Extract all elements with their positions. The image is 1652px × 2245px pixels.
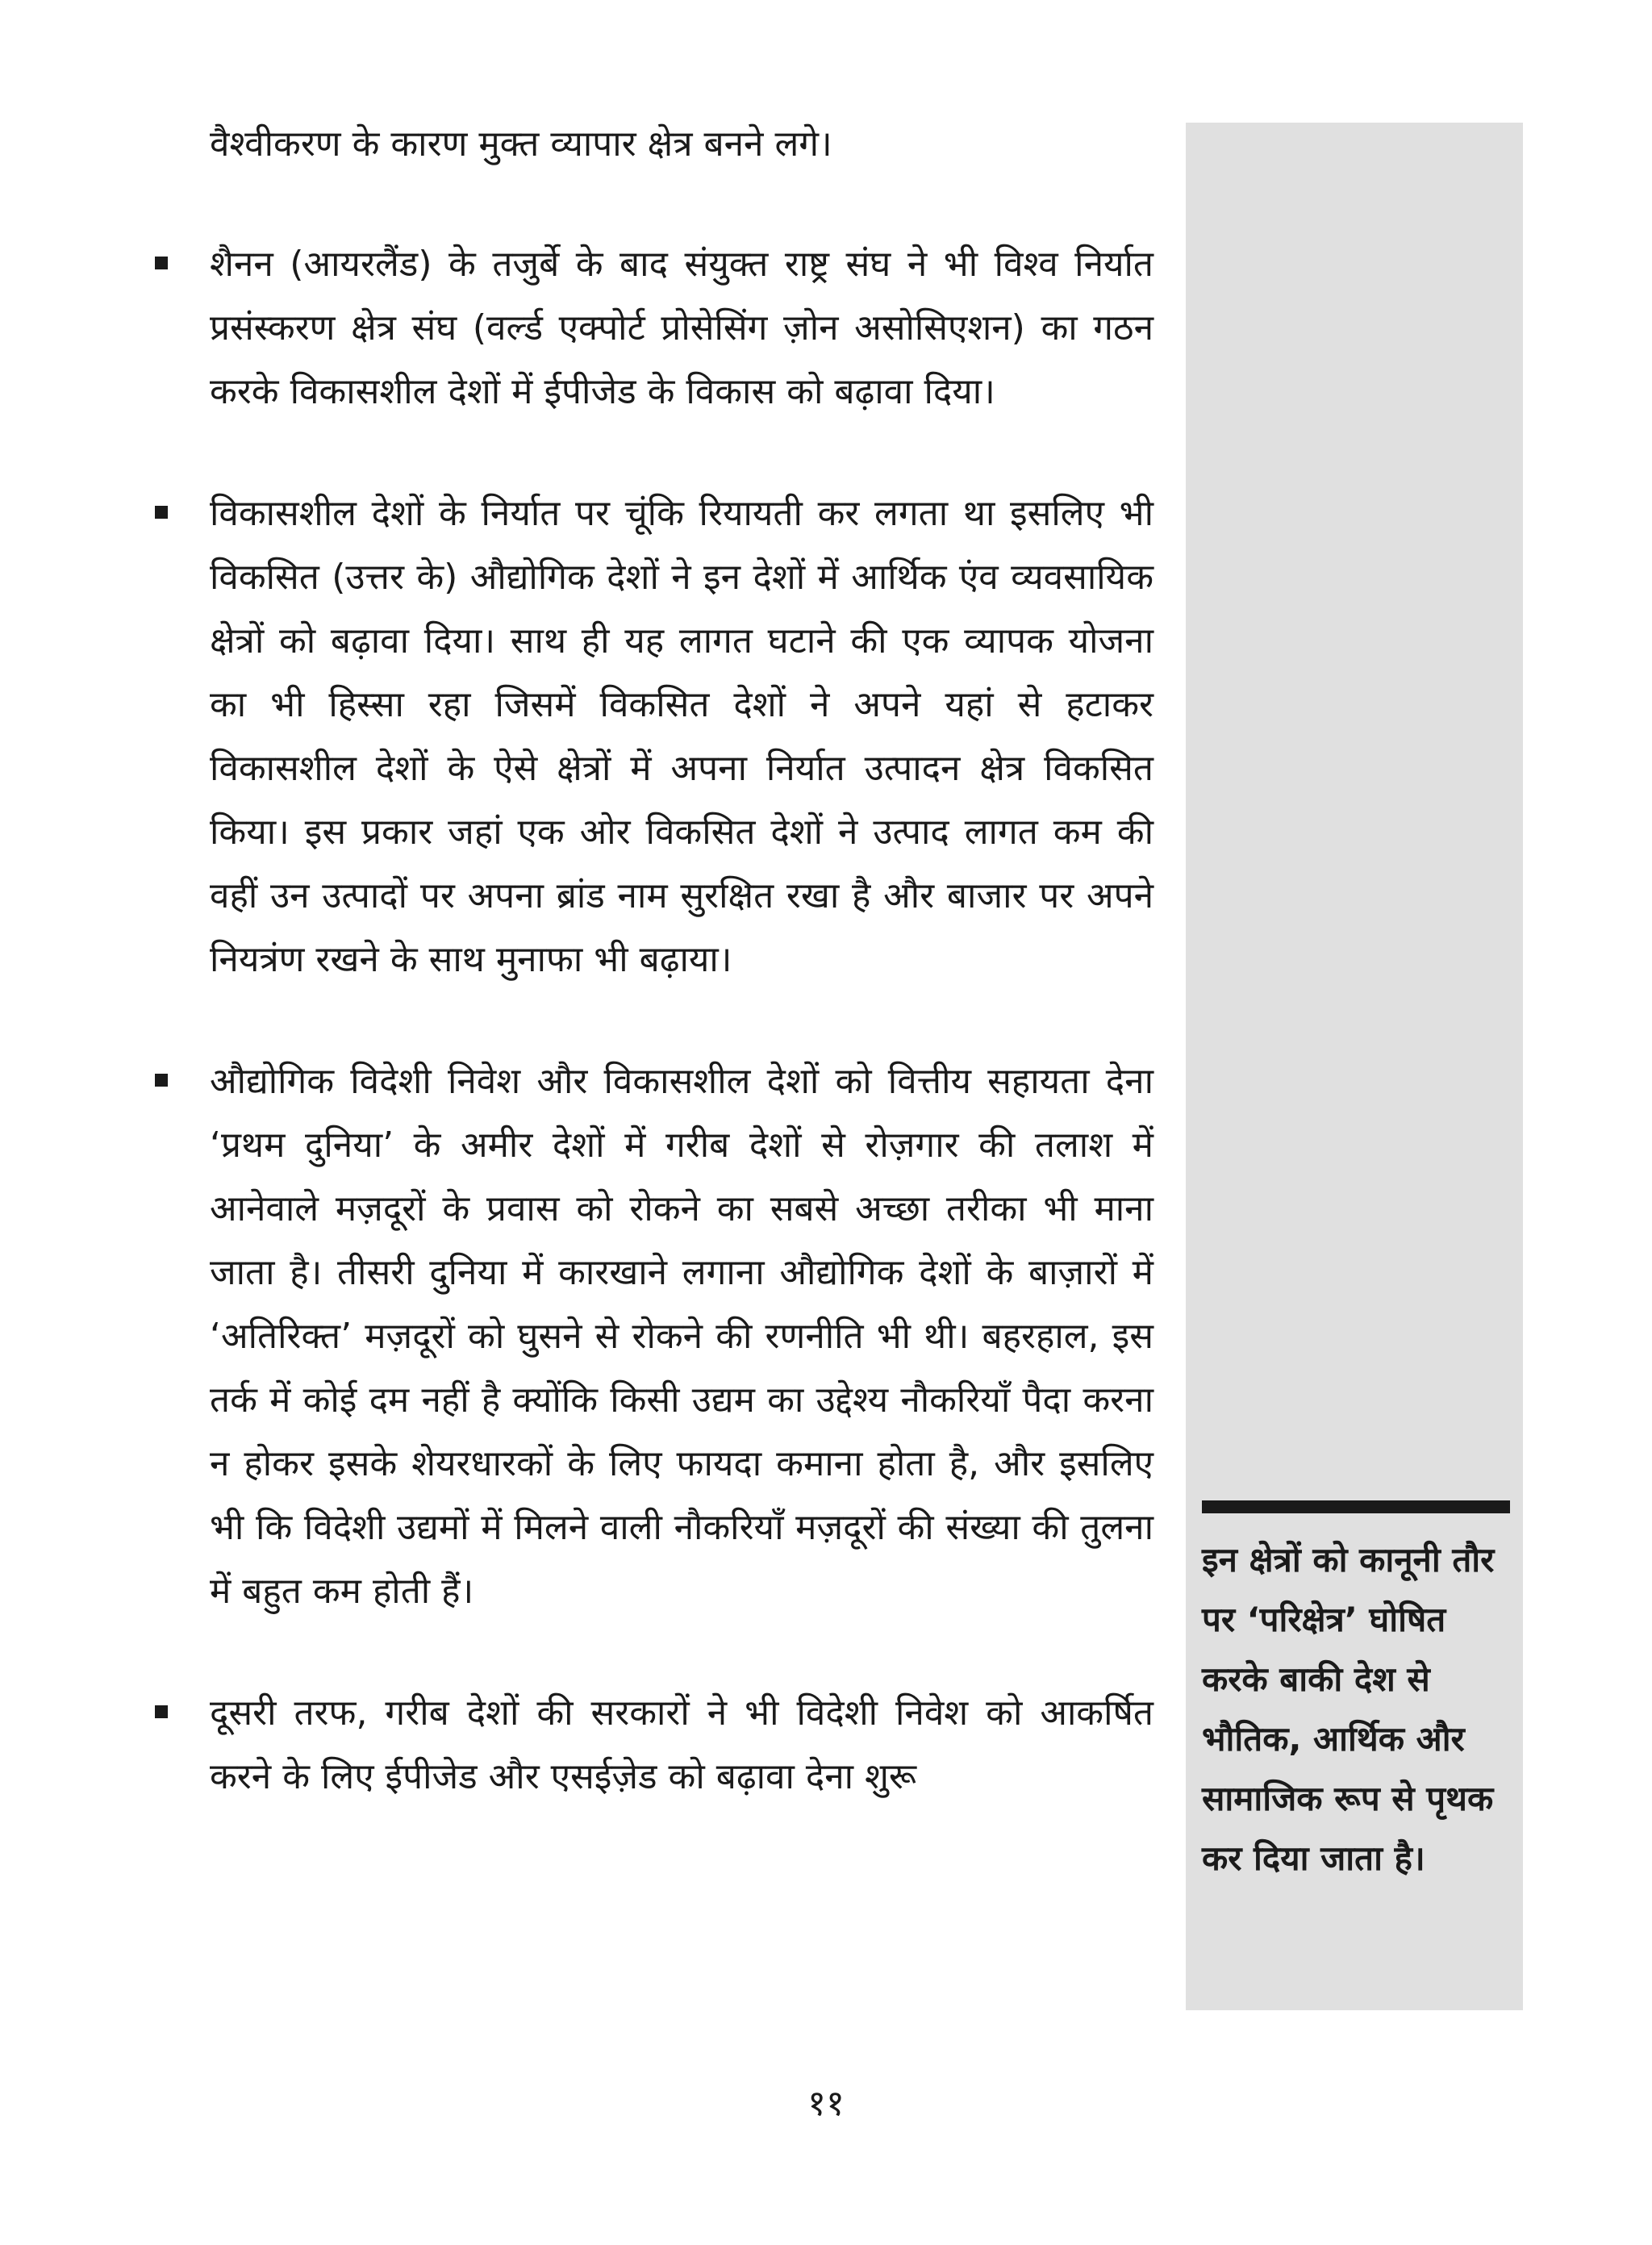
sidebar-callout-text: इन क्षेत्रों को कानूनी तौर पर ‘परिक्षेत्र’ घोषित करके बाकी देश से भौतिक, आर्थिक और सामाजिक रूप से पृथक कर दिया जाता है। <box>1202 1540 1495 1878</box>
bullet-item <box>145 1049 1153 1623</box>
square-bullet-icon <box>155 257 168 269</box>
bullet-paragraph: विकासशील देशों के निर्यात पर चूंकि रियायती कर लगता था इसलिए भी विकसित (उत्तर के) औद्योगिक देशों ने इन देशों में आर्थिक एंव व्यवसायिक क्षेत्रों को बढ़ावा दिया। साथ ही यह लागत घटाने की एक व्यापक योजना का भी हिस्सा रहा जिसमें विकसित देशों ने अपने यहां से हटाकर विकासशील देशों के ऐसे क्षेत्रों में अपना निर्यात उत्पादन क्षेत्र विकसित किया। इस प्रकार जहां एक ओर विकसित देशों ने उत्पाद लागत कम की वहीं उन उत्पादों पर अपना ब्रांड नाम सुरक्षित रखा है और बाजार पर अपने नियत्रंण रखने के साथ मुनाफा भी बढ़ाया। <box>210 493 1153 980</box>
bullet-item <box>145 232 1153 424</box>
page-number: ११ <box>807 2083 845 2124</box>
square-bullet-icon <box>155 1074 168 1087</box>
bullet-paragraph: औद्योगिक विदेशी निवेश और विकासशील देशों को वित्तीय सहायता देना ‘प्रथम दुनिया’ के अमीर देशों में गरीब देशों से रोज़गार की तलाश में आनेवाले मज़दूरों के प्रवास को रोकने का सबसे अच्छा तरीका भी माना जाता है। तीसरी दुनिया में कारखाने लगाना औद्योगिक देशों के बाज़ारों में ‘अतिरिक्त’ मज़दूरों को घुसने से रोकने की रणनीति भी थी। बहरहाल, इस तर्क में कोई दम नहीं है क्योंकि किसी उद्यम का उद्देश्य नौकरियाँ पैदा करना न होकर इसके शेयरधारकों के लिए फायदा कमाना होता है, और इसलिए भी कि विदेशी उद्यमों में मिलने वाली नौकरियाँ मज़दूरों की संख्या की तुलना में बहुत कम होती हैं। <box>210 1061 1153 1612</box>
bullet-item <box>145 482 1153 991</box>
bullet-paragraph: शैनन (आयरलैंड) के तजुर्बे के बाद संयुक्त राष्ट्र संघ ने भी विश्व निर्यात प्रसंस्करण क्षेत्र संघ (वर्ल्ड एक्पोर्ट प्रोसेसिंग ज़ोन असोसिएशन) का गठन करके विकासशील देशों में ईपीजेड के विकास को बढ़ावा दिया। <box>210 244 1153 412</box>
bullet-item <box>145 1681 1153 1809</box>
square-bullet-icon <box>155 506 168 519</box>
sidebar-divider <box>1202 1500 1510 1513</box>
square-bullet-icon <box>155 1705 168 1718</box>
bullet-paragraph: दूसरी तरफ, गरीब देशों की सरकारों ने भी विदेशी निवेश को आकर्षित करने के लिए ईपीजेड और एसईज़ेड को बढ़ावा देना शुरू <box>210 1692 1153 1797</box>
sidebar-panel <box>1186 123 1523 2010</box>
main-text-column <box>145 113 1153 1809</box>
lead-paragraph-line: वैश्वीकरण के कारण मुक्त व्यापार क्षेत्र बनने लगे। <box>210 123 832 165</box>
